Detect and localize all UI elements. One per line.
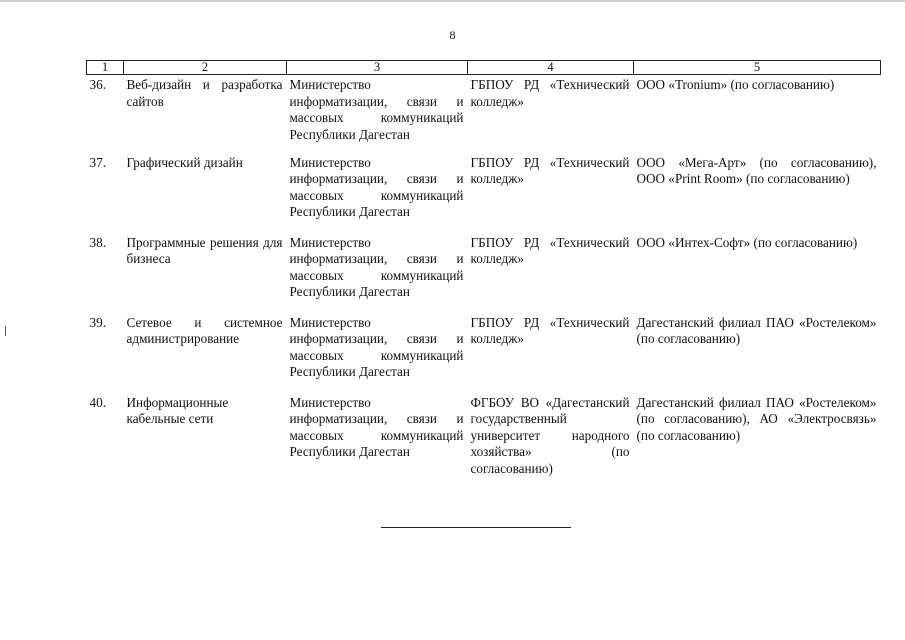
row-number: 37. — [89, 154, 106, 170]
partners-cell: Дагестанский филиал ПАО «Ростелеком» (по согласованию), АО «Электросвязь» (по согласованию) — [636, 394, 877, 443]
ministry-cell: Министерство информатизации, связи и массовых коммуникаций Республики Дагестан — [289, 314, 464, 379]
column-number-header-row — [87, 61, 881, 75]
column-header-3: 3 — [287, 61, 468, 75]
column-header-4: 4 — [468, 61, 634, 75]
table-row — [87, 235, 881, 315]
row-number: 39. — [89, 314, 106, 330]
specialty-cell: Сетевое и системное администрирование — [126, 314, 283, 346]
table-row — [87, 155, 881, 235]
partners-cell: ООО «Интех-Софт» (по согласованию) — [636, 234, 858, 250]
specialty-cell: Веб-дизайн и разработка сайтов — [126, 77, 283, 109]
table-row — [87, 315, 881, 395]
ministry-cell: Министерство информатизации, связи и массовых коммуникаций Республики Дагестан — [289, 77, 464, 142]
table-row — [87, 395, 881, 478]
column-header-2: 2 — [124, 61, 287, 75]
row-number: 36. — [89, 77, 106, 92]
ministry-cell: Министерство информатизации, связи и массовых коммуникаций Республики Дагестан — [289, 394, 464, 459]
column-header-5: 5 — [634, 61, 881, 75]
table-row — [87, 75, 881, 155]
institution-cell: ГБПОУ РД «Технический колледж» — [470, 77, 630, 109]
partners-cell: ООО «Tronium» (по согласованию) — [636, 77, 835, 92]
top-edge-line — [0, 0, 905, 2]
row-number: 38. — [89, 234, 106, 250]
specialty-cell: Программные решения для бизнеса — [126, 234, 283, 266]
row-number: 40. — [89, 394, 106, 410]
institution-cell: ГБПОУ РД «Технический колледж» — [470, 314, 630, 346]
institution-cell: ГБПОУ РД «Технический колледж» — [470, 154, 630, 186]
specialties-table — [86, 60, 881, 477]
partners-cell: ООО «Мега-Арт» (по согласованию), ООО «Print Room» (по согласованию) — [636, 154, 877, 186]
page-number: 8 — [449, 28, 456, 42]
column-header-1: 1 — [87, 61, 124, 75]
footer-separator-line — [381, 527, 571, 528]
specialty-cell: Графический дизайн — [126, 154, 243, 170]
margin-mark — [5, 326, 6, 336]
ministry-cell: Министерство информатизации, связи и массовых коммуникаций Республики Дагестан — [289, 154, 464, 219]
institution-cell: ГБПОУ РД «Технический колледж» — [470, 234, 630, 266]
specialty-cell: Информационные кабельные сети — [126, 394, 229, 426]
partners-cell: Дагестанский филиал ПАО «Ростелеком» (по согласованию) — [636, 314, 877, 346]
ministry-cell: Министерство информатизации, связи и массовых коммуникаций Республики Дагестан — [289, 234, 464, 299]
institution-cell: ФГБОУ ВО «Дагестанский государственный университет народного хозяйства» (по согласованию) — [470, 394, 630, 476]
